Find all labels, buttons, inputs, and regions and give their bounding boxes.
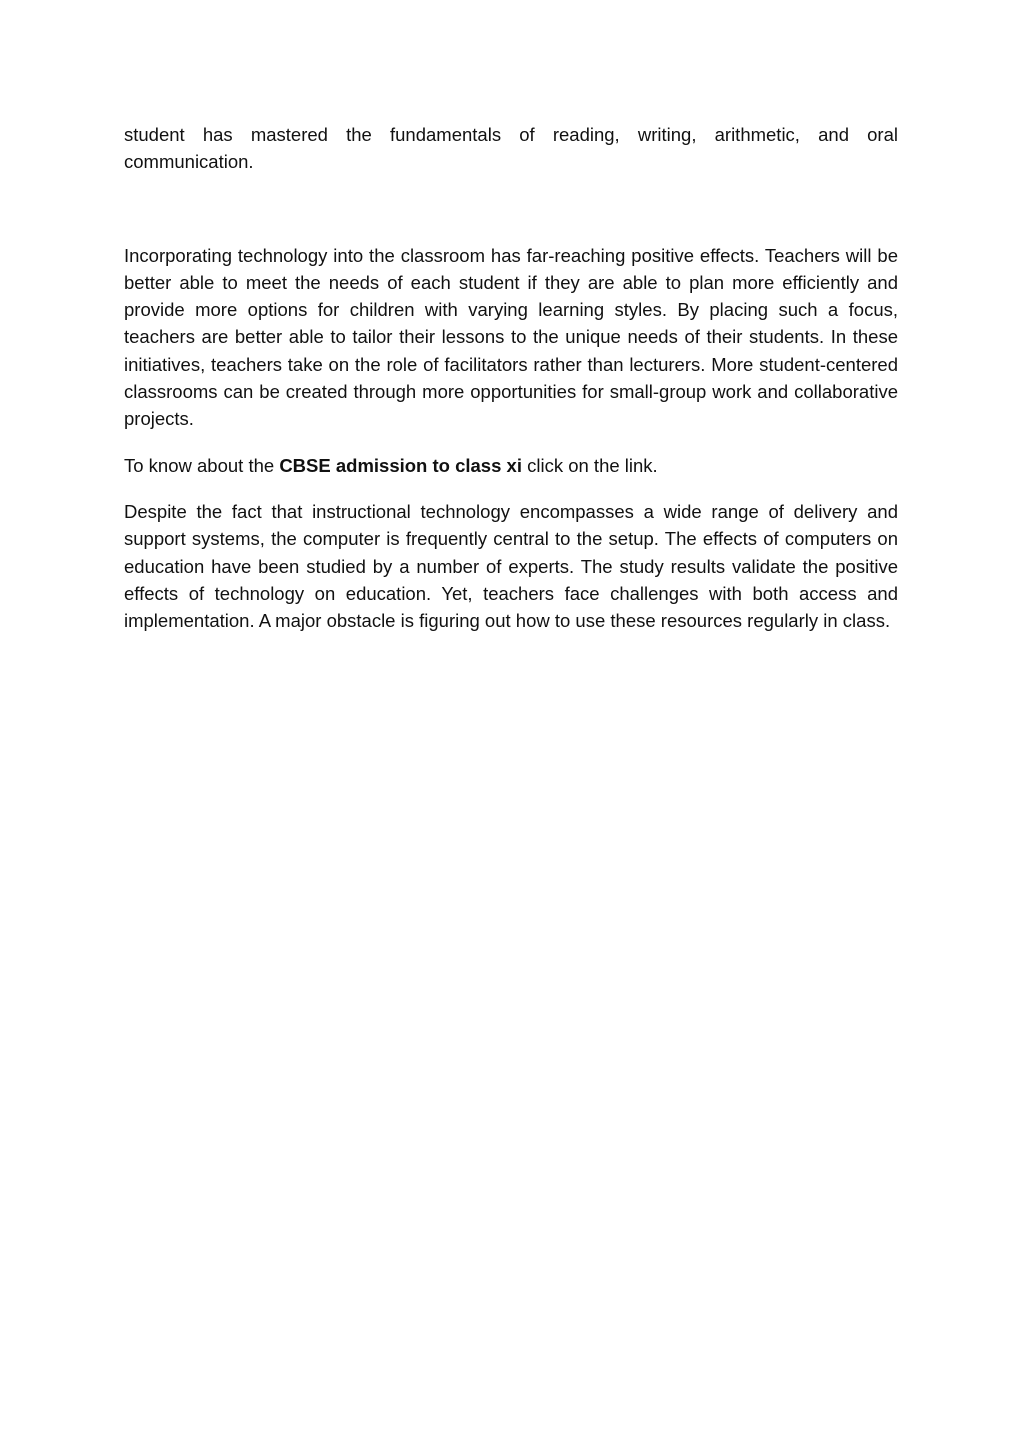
link-line-prefix: To know about the	[124, 454, 280, 476]
link-line-suffix: click on the link.	[521, 454, 658, 476]
paragraph-cbse-link	[124, 452, 898, 479]
cbse-admission-link[interactable]: CBSE admission to class xi	[279, 454, 522, 476]
paragraph-instructional-technology: Despite the fact that instructional technology encompasses a wide range of delivery and support systems, the computer is frequently central to the setup. The effects of computers on education have been studied by a number of experts. The study results validate the positive effects of technology on education. Yet, teachers face challenges with both access and implementation. A major obstacle is figuring out how to use these resources regularly in class.	[124, 500, 898, 632]
document-page	[124, 121, 898, 634]
paragraph-fundamentals: student has mastered the fundamentals of reading, writing, arithmetic, and oral communication.	[124, 124, 898, 173]
paragraph-technology-effects: Incorporating technology into the classroom has far-reaching positive effects. Teachers will be better able to meet the needs of each student if they are able to plan more efficiently and provide more options for children with varying learning styles. By placing such a focus, teachers are better able to tailor their lessons to the unique needs of their students. In these initiatives, teachers take on the role of facilitators rather than lecturers. More student-centered classrooms can be created through more opportunities for small-group work and collaborative projects.	[124, 244, 898, 430]
